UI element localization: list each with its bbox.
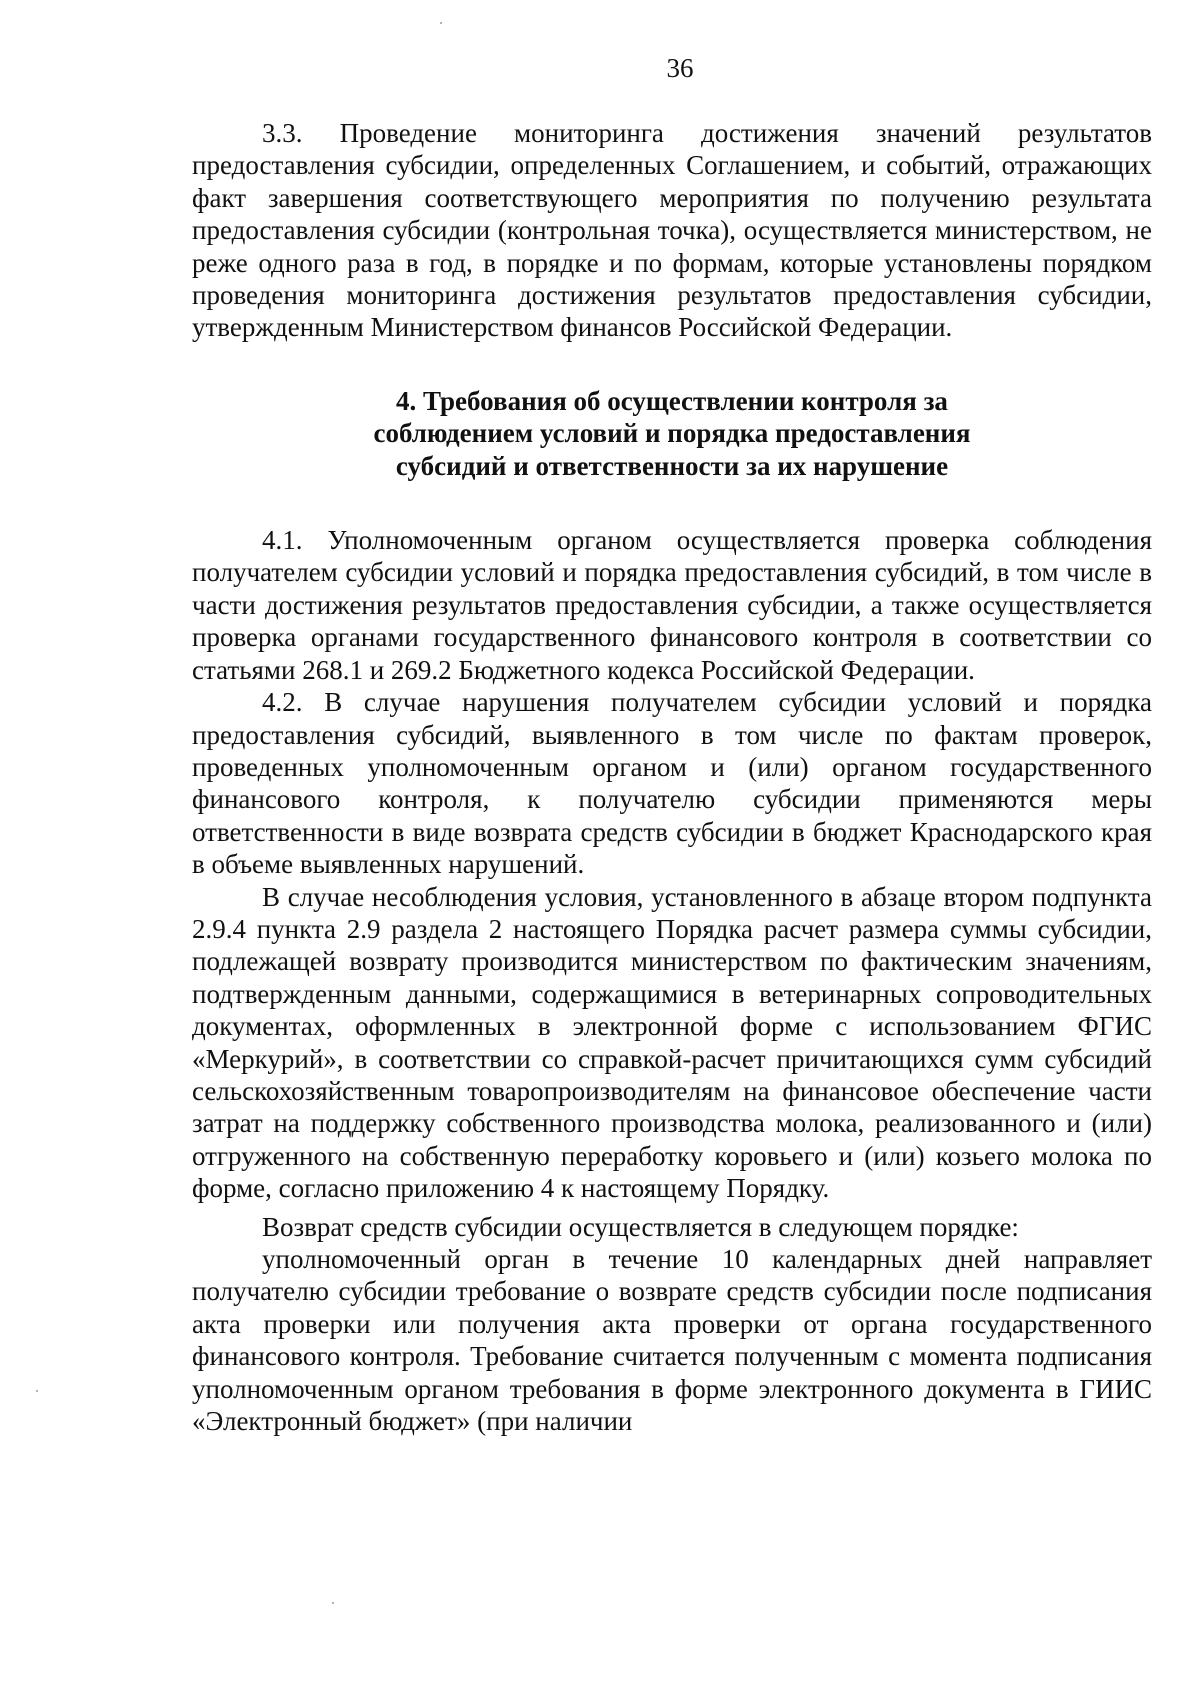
paragraph-4-1: 4.1. Уполномоченным органом осуществляется проверка соблюдения получателем субсидии условий и порядка предоставления субсидий, в том числе в части достижения результатов предоставления субсидии, а также осуществляется проверка органами государственного финансового контроля в соответствии со статьями 268.1 и 269.2 Бюджетного кодекса Российской Федерации. xyxy=(192,525,1152,685)
paragraph-refund-order: Возврат средств субсидии осуществляется в следующем порядке: xyxy=(262,1211,1019,1242)
scan-speck xyxy=(440,22,442,24)
page-number: 36 xyxy=(666,53,694,83)
paragraph-4-2: 4.2. В случае нарушения получателем субсидии условий и порядка предоставления субсидий, выявленного в том числе по фактам проверок, проведенных уполномоченным органом и (или) органом государственного финансового контроля, к получателю субсидии применяются меры ответственности в виде возврата средств субсидии в бюджет Краснодарского края в объеме выявленных нарушений. xyxy=(192,687,1152,880)
scan-speck xyxy=(36,1390,38,1392)
section-heading-line: субсидий и ответственности за их нарушение xyxy=(395,450,949,481)
paragraph-noncompliance: В случае несоблюдения условия, установленного в абзаце втором подпункта 2.9.4 пункта 2.9 раздела 2 настоящего Порядка расчет размера суммы субсидии, подлежащей возврату производится министерством по фактическим значениям, подтвержденным данными, содержащимися в ветеринарных сопроводительных документах, оформленных в электронной форме с использованием ФГИС «Меркурий», в соответствии со справкой-расчет причитающихся сумм субсидий сельскохозяйственным товаропроизводителям на финансовое обеспечение части затрат на поддержку собственного производства молока, реализованного и (или) отгруженного на собственную переработку коровьего и (или) козьего молока по форме, согласно приложению 4 к настоящему Порядку. xyxy=(192,881,1152,1204)
scan-speck xyxy=(332,1602,334,1604)
section-heading xyxy=(192,385,1152,482)
document-body xyxy=(192,117,1152,1437)
paragraph-3-3: 3.3. Проведение мониторинга достижения значений результатов предоставления субсидии, определенных Соглашением, и событий, отражающих факт завершения соответствующего мероприятия по получению результата предоставления субсидии (контрольная точка), осуществляется министерством, не реже одного раза в год, в порядке и по формам, которые установлены порядком проведения мониторинга достижения результатов предоставления субсидии, утвержденным Министерством финансов Российской Федерации. xyxy=(192,118,1152,343)
section-heading-line: соблюдением условий и порядка предоставления xyxy=(373,418,971,449)
paragraph-refund-demand: уполномоченный орган в течение 10 календарных дней направляет получателю субсидии требование о возврате средств субсидии после подписания акта проверки или получения акта проверки от органа государственного финансового контроля. Требование считается полученным с момента подписания уполномоченным органом требования в форме электронного документа в ГИИС «Электронный бюджет» (при наличии xyxy=(192,1244,1152,1437)
section-heading-line: 4. Требования об осуществлении контроля за xyxy=(396,385,948,416)
